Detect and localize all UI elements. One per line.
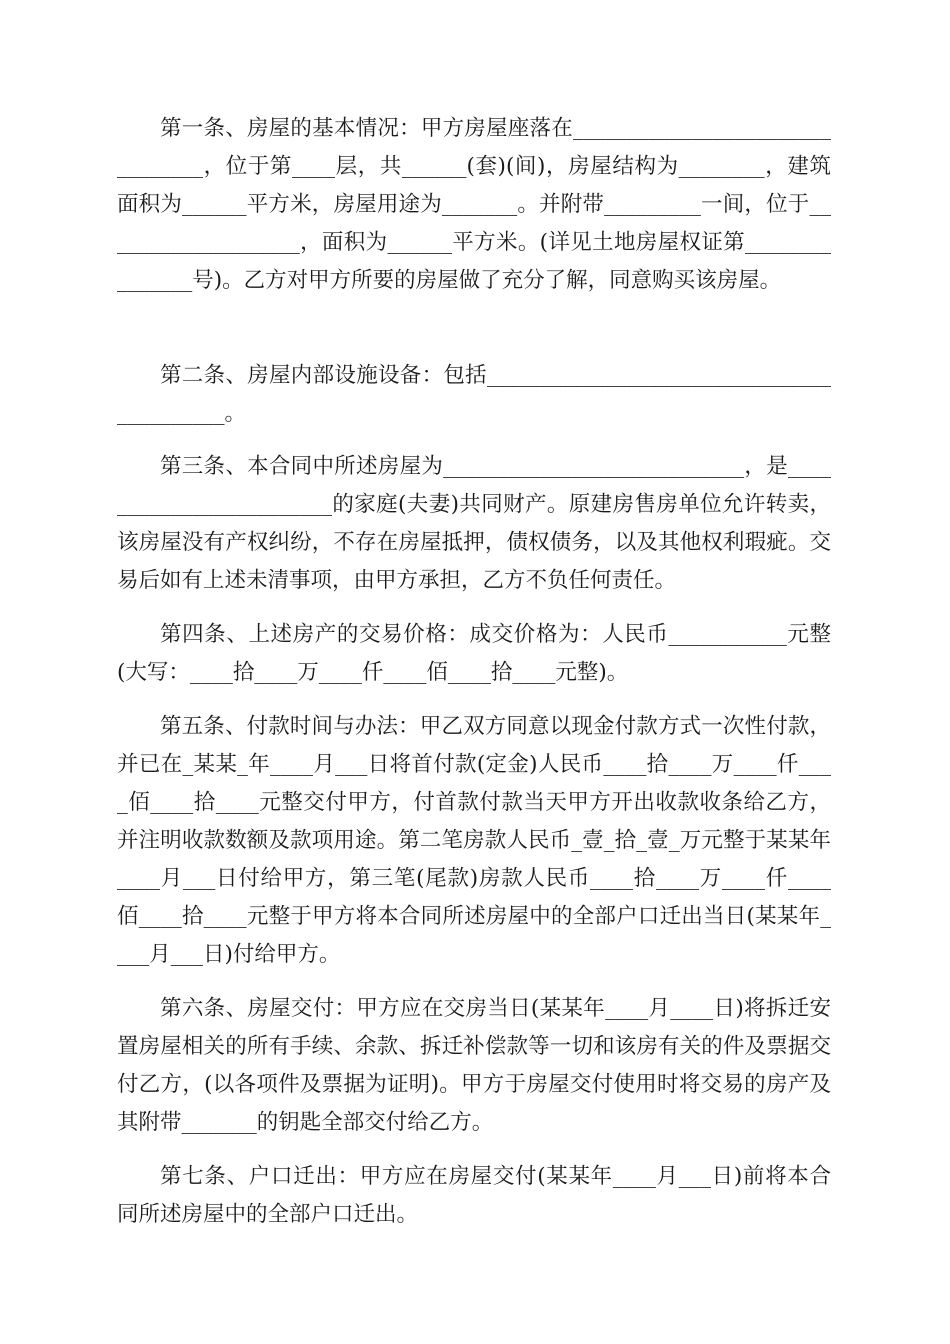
article-2-facilities: 第二条、房屋内部设施设备：包括__________________________________________。: [117, 363, 831, 426]
article-3-ownership: 第三条、本合同中所述房屋为____________________________，是________________________的家庭(夫妻)共同财产。原建房售房单位允许转卖，该房屋没有产权纠纷，不存在房屋抵押，债权债务，以及其他权利瑕疵。交易后如有上述未清事项，由甲方承担，乙方不负任何责任。: [117, 454, 831, 593]
article-4-price: 第四条、上述房产的交易价格：成交价格为：人民币___________元整(大写：____拾____万____仟____佰____拾____元整)。: [117, 622, 831, 685]
article-5-payment: 第五条、付款时间与办法：甲乙双方同意以现金付款方式一次性付款，并已在_某某_年____月___日将首付款(定金)人民币____拾____万____仟____佰____拾____元整交付甲方，付首款付款当天甲方开出收款收条给乙方，并注明收款数额及款项用途。第二笔房款人民币_壹_拾_壹_万元整于某某年____月___日付给甲方，第三笔(尾款)房款人民币____拾____万____仟____佰____拾____元整于甲方将本合同所述房屋中的全部户口迁出当日(某某年____月___日)付给甲方。: [117, 714, 831, 967]
article-7-household-registration: 第七条、户口迁出：甲方应在房屋交付(某某年____月___日)前将本合同所述房屋中的全部户口迁出。: [117, 1164, 831, 1227]
article-6-delivery: 第六条、房屋交付：甲方应在交房当日(某某年____月____日)将拆迁安置房屋相关的所有手续、余款、拆迁补偿款等一切和该房有关的件及票据交付乙方，(以各项件及票据为证明)。甲方于房屋交付使用时将交易的房产及其附带_______的钥匙全部交付给乙方。: [117, 996, 831, 1135]
article-1-basic-info: 第一条、房屋的基本情况：甲方房屋座落在________________________________，位于第____层，共______(套)(间)，房屋结构为________，建筑面积为______平方米，房屋用途为_______。并附带_________一间，位于___________________，面积为______平方米。(详见土地房屋权证第_______________号)。乙方对甲方所要的房屋做了充分了解，同意购买该房屋。: [117, 116, 831, 293]
